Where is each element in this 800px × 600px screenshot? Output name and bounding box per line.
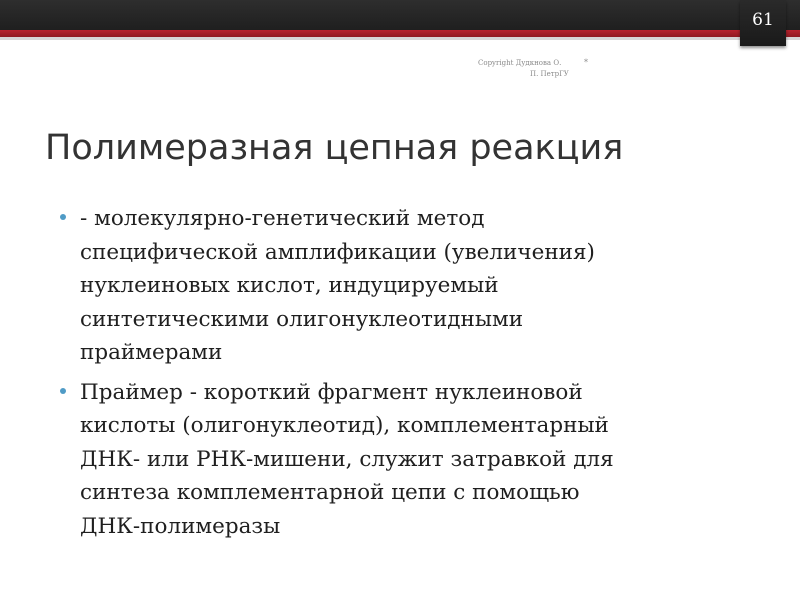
bullet-item-primer [60, 376, 760, 544]
red-accent-stripe [0, 30, 800, 37]
bullet-dot-icon [60, 214, 66, 220]
bullet-list [60, 202, 760, 549]
slide-number-badge: 61 [740, 0, 786, 46]
gray-accent-stripe [0, 37, 800, 40]
bullet-text-line: специфической амплификации (увеличения) [80, 239, 595, 265]
bullet-text-line: праймерами [80, 340, 223, 365]
bullet-item-definition [60, 202, 760, 370]
slide-title: Полимеразная цепная реакция [45, 128, 624, 168]
bullet-dot-icon [60, 388, 66, 394]
bullet-text-line: кислоты (олигонуклеотид), комплементарный [80, 413, 609, 438]
copyright-line-2: П. ПетрГУ [530, 70, 569, 78]
bullet-text-line: синтеза комплементарной цепи с помощью [80, 480, 580, 505]
bullet-text-line: синтетическими олигонуклеотидными [80, 306, 524, 332]
bullet-text-line: ДНК- или РНК-мишени, служит затравкой для [80, 446, 614, 472]
bullet-text-line: ДНК-полимеразы [80, 513, 281, 539]
bullet-text-line: Праймер - короткий фрагмент нуклеиновой [80, 379, 583, 405]
bullet-text-line: нуклеиновых кислот, индуцируемый [80, 273, 499, 298]
bullet-text-line: - молекулярно-генетический метод [80, 206, 485, 231]
top-bar [0, 0, 800, 30]
footnote-marker: * [584, 58, 588, 67]
copyright-note [478, 58, 578, 80]
copyright-line-1: Copyright Дудкнова О. [478, 59, 562, 67]
